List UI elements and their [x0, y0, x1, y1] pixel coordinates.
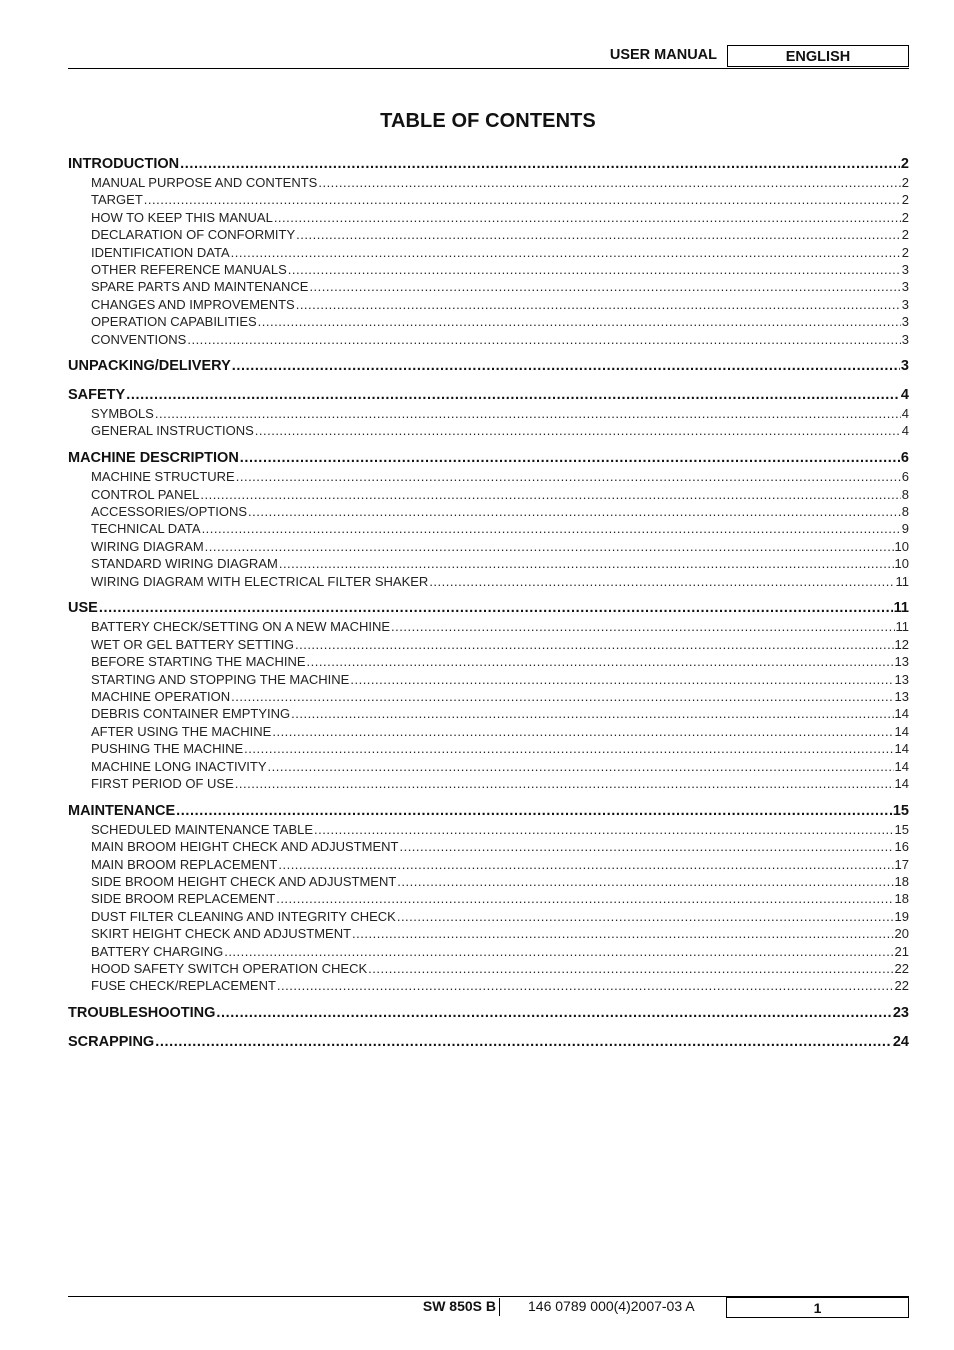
toc-subsection-entry-page: 14 [894, 706, 909, 722]
dot-leader [277, 977, 894, 994]
toc-subsection-entry[interactable] [68, 405, 909, 422]
toc-section-entry-page: 23 [892, 1005, 909, 1022]
toc-subsection-entry[interactable] [68, 538, 909, 555]
toc-section [68, 386, 909, 440]
dot-leader [231, 688, 893, 705]
toc-section [68, 1033, 909, 1052]
toc-subsection-entry-page: 15 [894, 821, 909, 837]
toc-section-entry-title: MACHINE DESCRIPTION [68, 450, 239, 467]
toc-subsection-entry[interactable] [68, 838, 909, 855]
dot-leader [295, 636, 894, 653]
toc-subsection-entry[interactable] [68, 688, 909, 705]
toc-subsection-entry[interactable] [68, 943, 909, 960]
toc-subsection-entry[interactable] [68, 486, 909, 503]
toc-section-entry[interactable] [68, 386, 909, 405]
toc-section-entry[interactable] [68, 599, 909, 618]
dot-leader [248, 503, 901, 520]
toc-subsection-entry-title: CONVENTIONS [91, 331, 187, 347]
toc-subsection-entry[interactable] [68, 226, 909, 243]
toc-subsection-entry-page: 14 [894, 758, 909, 774]
toc-subsection-entry-page: 10 [894, 538, 909, 554]
toc-subsection-entry[interactable] [68, 740, 909, 757]
toc-subsection-entry-title: MACHINE LONG INACTIVITY [91, 758, 267, 774]
dot-leader [272, 723, 893, 740]
toc-subsection-entry[interactable] [68, 758, 909, 775]
dot-leader [205, 538, 894, 555]
dot-leader [350, 671, 893, 688]
dot-leader [397, 873, 893, 890]
dot-leader [429, 573, 894, 590]
toc-subsection-entry-title: DUST FILTER CLEANING AND INTEGRITY CHECK [91, 908, 396, 924]
dot-leader [202, 520, 901, 537]
toc-subsection-entry-title: BATTERY CHECK/SETTING ON A NEW MACHINE [91, 619, 391, 635]
toc-subsection-entry-page: 12 [894, 636, 909, 652]
toc-subsection-entry-page: 3 [901, 314, 909, 330]
toc-subsection-entry-page: 2 [901, 244, 909, 260]
toc-subsection-entry-title: SIDE BROOM REPLACEMENT [91, 891, 276, 907]
toc-subsection-entry-title: BATTERY CHARGING [91, 943, 224, 959]
dot-leader [279, 555, 894, 572]
toc-subsection-entry[interactable] [68, 296, 909, 313]
footer-model: SW 850S B [422, 1298, 496, 1314]
dot-leader [236, 468, 901, 485]
toc-subsection-entry-title: TARGET [91, 192, 143, 208]
toc-subsection-entry-page: 14 [894, 775, 909, 791]
toc-subsection-entry-page: 9 [901, 521, 909, 537]
toc-subsection-entry[interactable] [68, 873, 909, 890]
page-header [68, 44, 909, 69]
toc-section-entry[interactable] [68, 1033, 909, 1052]
toc-subsection-entry-page: 8 [901, 486, 909, 502]
toc-subsection-entry[interactable] [68, 261, 909, 278]
toc-section-entry-title: TROUBLESHOOTING [68, 1005, 216, 1022]
toc-subsection-entry-page: 11 [895, 619, 909, 635]
toc-section-entry-page: 6 [900, 450, 909, 467]
dot-leader [397, 908, 894, 925]
toc-subsection-entry-title: CONTROL PANEL [91, 486, 200, 502]
toc-subsection-entry-page: 2 [901, 192, 909, 208]
dot-leader [296, 296, 901, 313]
toc-subsection-entry[interactable] [68, 555, 909, 572]
toc-subsection-entry-title: DECLARATION OF CONFORMITY [91, 227, 296, 243]
dot-leader [276, 890, 893, 907]
toc-subsection-entry[interactable] [68, 618, 909, 635]
dot-leader [231, 244, 901, 261]
toc-subsection-entry[interactable] [68, 313, 909, 330]
toc-subsection-entry-title: CHANGES AND IMPROVEMENTS [91, 296, 295, 312]
toc-subsection-entry[interactable] [68, 503, 909, 520]
toc-subsection-entry-page: 19 [894, 908, 909, 924]
toc-subsection-entry-title: HOOD SAFETY SWITCH OPERATION CHECK [91, 960, 368, 976]
toc-subsection-entry-title: DEBRIS CONTAINER EMPTYING [91, 706, 291, 722]
dot-leader [180, 155, 900, 174]
toc-subsection-entry[interactable] [68, 244, 909, 261]
toc-subsection-entry-title: MAIN BROOM HEIGHT CHECK AND ADJUSTMENT [91, 839, 399, 855]
footer-divider [499, 1298, 500, 1316]
toc-subsection-entry-title: STARTING AND STOPPING THE MACHINE [91, 671, 350, 687]
dot-leader [176, 802, 892, 821]
toc-subsection-entry-title: WIRING DIAGRAM [91, 538, 204, 554]
toc-subsection-entry[interactable] [68, 573, 909, 590]
toc-subsection-entry[interactable] [68, 422, 909, 439]
toc-subsection-entry-title: WIRING DIAGRAM WITH ELECTRICAL FILTER SHAKER [91, 573, 429, 589]
toc-subsection-entry-page: 13 [894, 688, 909, 704]
toc-subsection-entry-page: 2 [901, 227, 909, 243]
toc-subsection-entry[interactable] [68, 977, 909, 994]
dot-leader [291, 705, 893, 722]
toc-section-entry[interactable] [68, 449, 909, 468]
dot-leader [268, 758, 894, 775]
toc-subsection-entry-title: GENERAL INSTRUCTIONS [91, 423, 254, 439]
dot-leader [224, 943, 893, 960]
toc-subsection-entry-page: 14 [894, 723, 909, 739]
dot-leader [235, 775, 894, 792]
toc-subsection-entry-page: 4 [901, 423, 909, 439]
toc-section-entry[interactable] [68, 357, 909, 376]
dot-leader [244, 740, 893, 757]
toc-subsection-entry-page: 22 [894, 960, 909, 976]
toc-subsection-entry-title: WET OR GEL BATTERY SETTING [91, 636, 294, 652]
toc-subsection-entry-page: 11 [895, 573, 909, 589]
toc-subsection-entry[interactable] [68, 890, 909, 907]
dot-leader [240, 449, 900, 468]
dot-leader [144, 191, 901, 208]
toc-subsection-entry-title: OPERATION CAPABILITIES [91, 314, 257, 330]
header-rule [68, 68, 909, 69]
toc-subsection-entry-title: SKIRT HEIGHT CHECK AND ADJUSTMENT [91, 926, 352, 942]
toc-subsection-entry[interactable] [68, 705, 909, 722]
toc-subsection-entry-title: SIDE BROOM HEIGHT CHECK AND ADJUSTMENT [91, 874, 397, 889]
toc-subsection-entry[interactable] [68, 723, 909, 740]
toc-subsection-entry-page: 2 [901, 175, 909, 190]
toc-subsection-entry-title: ACCESSORIES/OPTIONS [91, 503, 248, 519]
toc-subsection-entry-title: MAIN BROOM REPLACEMENT [91, 856, 278, 872]
toc-section [68, 802, 909, 995]
dot-leader [274, 209, 901, 226]
toc-subsection-entry-page: 18 [894, 891, 909, 907]
toc-subsection-entry-page: 13 [894, 654, 909, 670]
toc-section [68, 155, 909, 348]
dot-leader [314, 821, 894, 838]
toc-section [68, 449, 909, 590]
toc-subsection-entry-title: PUSHING THE MACHINE [91, 741, 244, 757]
toc-subsection-entry-page: 4 [901, 405, 909, 421]
toc-subsection-entry-title: SPARE PARTS AND MAINTENANCE [91, 279, 309, 295]
toc-subsection-entry-title: MACHINE STRUCTURE [91, 469, 235, 485]
toc-section [68, 1004, 909, 1023]
toc-section-entry[interactable] [68, 1004, 909, 1023]
dot-leader [155, 405, 901, 422]
toc-subsection-entry-page: 8 [901, 503, 909, 519]
toc-section-entry-page: 15 [892, 802, 909, 819]
dot-leader [309, 278, 900, 295]
toc-subsection-entry-page: 3 [901, 261, 909, 277]
dot-leader [399, 838, 893, 855]
toc-subsection-entry-title: SYMBOLS [91, 405, 154, 421]
dot-leader [258, 313, 901, 330]
toc-subsection-entry[interactable] [68, 331, 909, 348]
toc-subsection-entry[interactable] [68, 960, 909, 977]
dot-leader [126, 386, 900, 405]
dot-leader [307, 653, 894, 670]
dot-leader [318, 174, 900, 191]
toc-subsection-entry[interactable] [68, 278, 909, 295]
header-language-box: ENGLISH [727, 45, 909, 67]
toc-subsection-entry-title: FUSE CHECK/REPLACEMENT [91, 978, 276, 994]
toc-subsection-entry[interactable] [68, 636, 909, 653]
toc-subsection-entry[interactable] [68, 191, 909, 208]
toc-subsection-entry-page: 20 [894, 926, 909, 942]
toc-section-entry-page: 24 [892, 1033, 909, 1050]
toc-subsection-entry-page: 3 [901, 279, 909, 295]
toc-section-entry[interactable] [68, 155, 909, 174]
toc-subsection-entry-title: IDENTIFICATION DATA [91, 244, 230, 260]
toc-subsection-entry-title: MANUAL PURPOSE AND CONTENTS [91, 175, 318, 190]
dot-leader [155, 1033, 892, 1052]
toc-subsection-entry[interactable] [68, 209, 909, 226]
toc-subsection-entry-page: 3 [901, 331, 909, 347]
toc-subsection-entry-page: 18 [894, 874, 909, 889]
toc-subsection-entry-title: FIRST PERIOD OF USE [91, 775, 234, 791]
toc-subsection-entry-page: 13 [894, 671, 909, 687]
toc-subsection-entry-title: HOW TO KEEP THIS MANUAL [91, 209, 273, 225]
dot-leader [187, 331, 900, 348]
toc-subsection-entry[interactable] [68, 775, 909, 792]
dot-leader [99, 599, 893, 618]
toc-section-entry-page: 4 [900, 386, 909, 403]
toc-section-entry-title: USE [68, 600, 98, 617]
toc-subsection-entry-page: 22 [894, 978, 909, 994]
dot-leader [352, 925, 893, 942]
toc-subsection-entry[interactable] [68, 821, 909, 838]
dot-leader [288, 261, 901, 278]
toc-section-entry-title: SAFETY [68, 386, 126, 403]
header-manual-label: USER MANUAL [609, 47, 717, 63]
dot-leader [232, 357, 900, 376]
dot-leader [278, 856, 893, 873]
toc-subsection-entry-page: 2 [901, 209, 909, 225]
toc-section [68, 357, 909, 376]
toc-subsection-entry-title: OTHER REFERENCE MANUALS [91, 261, 287, 277]
toc-section-entry-page: 11 [893, 600, 909, 617]
dot-leader [216, 1004, 891, 1023]
toc-section-entry-page: 3 [900, 358, 909, 375]
toc-subsection-entry[interactable] [68, 908, 909, 925]
toc-subsection-entry[interactable] [68, 520, 909, 537]
toc-subsection-entry-title: SCHEDULED MAINTENANCE TABLE [91, 821, 314, 837]
toc-subsection-entry-page: 16 [894, 839, 909, 855]
toc-subsection-entry[interactable] [68, 653, 909, 670]
toc-subsection-entry[interactable] [68, 671, 909, 688]
dot-leader [200, 486, 900, 503]
toc-section-entry-title: UNPACKING/DELIVERY [68, 358, 231, 375]
toc-subsection-entry[interactable] [68, 174, 909, 191]
toc-subsection-entry-page: 3 [901, 296, 909, 312]
toc-subsection-entry-title: MACHINE OPERATION [91, 688, 231, 704]
toc-subsection-entry-page: 17 [894, 856, 909, 872]
toc-subsection-entry-title: TECHNICAL DATA [91, 521, 201, 537]
toc-subsection-entry[interactable] [68, 925, 909, 942]
toc-subsection-entry-title: AFTER USING THE MACHINE [91, 723, 272, 739]
dot-leader [296, 226, 901, 243]
page-title: TABLE OF CONTENTS [380, 110, 596, 132]
toc-section-entry-page: 2 [900, 156, 909, 172]
toc-subsection-entry-page: 14 [894, 741, 909, 757]
dot-leader [368, 960, 893, 977]
toc-subsection-entry-page: 21 [894, 943, 909, 959]
footer-document-code: 146 0789 000(4)2007-03 A [528, 1298, 695, 1314]
toc-section-entry-title: MAINTENANCE [68, 802, 176, 819]
toc-section-entry-title: INTRODUCTION [68, 156, 180, 172]
dot-leader [391, 618, 894, 635]
toc-subsection-entry-page: 6 [901, 469, 909, 485]
toc-section-entry-title: SCRAPPING [68, 1033, 155, 1050]
toc-section [68, 599, 909, 792]
table-of-contents [68, 155, 909, 1061]
toc-subsection-entry-title: STANDARD WIRING DIAGRAM [91, 556, 278, 572]
toc-subsection-entry[interactable] [68, 468, 909, 485]
footer-page-number: 1 [726, 1297, 909, 1318]
toc-subsection-entry-page: 10 [894, 556, 909, 572]
toc-subsection-entry-title: BEFORE STARTING THE MACHINE [91, 654, 306, 670]
toc-subsection-entry[interactable] [68, 856, 909, 873]
dot-leader [255, 422, 901, 439]
page-footer [68, 1296, 909, 1320]
toc-section-entry[interactable] [68, 802, 909, 821]
